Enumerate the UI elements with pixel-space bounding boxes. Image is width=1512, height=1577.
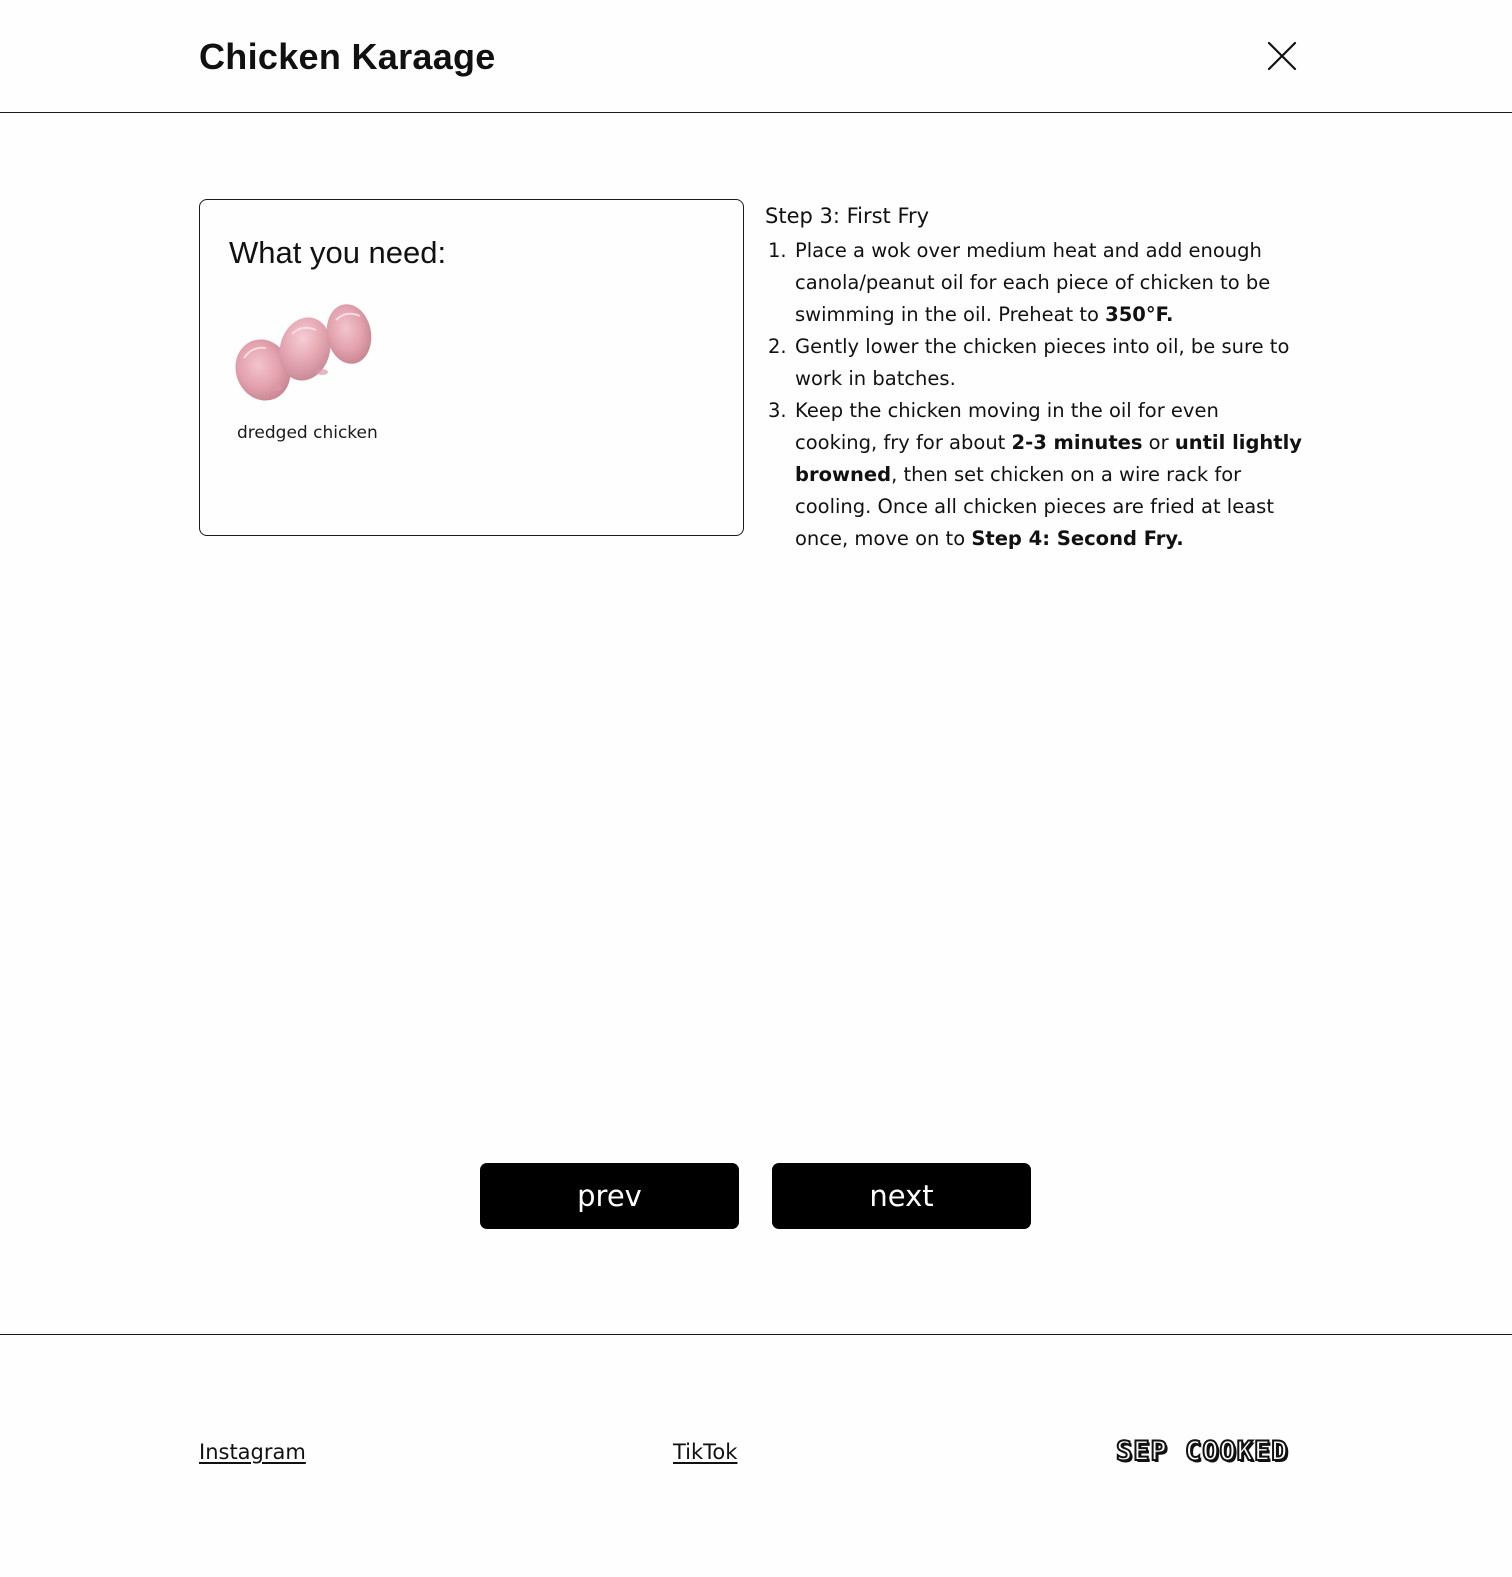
instagram-link[interactable]: Instagram — [199, 1440, 306, 1464]
instruction-text: Gently lower the chicken pieces into oil, be sure to work in batches. — [795, 335, 1290, 390]
step-title: Step 3: First Fry — [765, 204, 930, 228]
ingredient-label: dredged chicken — [237, 423, 378, 443]
instruction-emphasis: 2-3 minutes — [1011, 431, 1143, 454]
instruction-text: or — [1142, 431, 1175, 454]
page-header — [0, 0, 1512, 113]
close-icon — [1266, 40, 1298, 72]
step-instructions — [765, 199, 1305, 555]
instruction-emphasis: until lightly browned — [795, 431, 1303, 486]
instruction-number: 3. — [768, 399, 787, 422]
instruction-text: Keep the chicken moving in the oil for even cooking, fry for about — [795, 399, 1219, 454]
instruction-text: Place a wok over medium heat and add enough canola/peanut oil for each piece of chicken to be swimming in the oil. Preheat to — [795, 239, 1271, 326]
page-footer — [0, 1334, 1512, 1577]
instruction-list — [765, 235, 1305, 555]
instruction-item — [765, 395, 1305, 555]
prev-button[interactable]: prev — [480, 1163, 739, 1229]
instruction-number: 2. — [768, 335, 787, 358]
instruction-item — [765, 331, 1305, 395]
next-button[interactable]: next — [772, 1163, 1031, 1229]
tiktok-link[interactable]: TikTok — [673, 1440, 738, 1464]
what-you-need-card — [199, 199, 744, 536]
brand-logo: SEP COOKED — [1116, 1436, 1289, 1467]
raw-chicken-image — [230, 298, 375, 408]
instruction-text: , then set chicken on a wire rack for cooling. Once all chicken pieces are fried at least once, move on to — [795, 463, 1274, 550]
instruction-item — [765, 235, 1305, 331]
ingredient-item — [230, 298, 380, 443]
close-button[interactable] — [1266, 40, 1298, 72]
instruction-emphasis: 350°F. — [1105, 303, 1174, 326]
page-title: Chicken Karaage — [199, 36, 496, 77]
instruction-number: 1. — [768, 239, 787, 262]
what-you-need-heading: What you need: — [229, 235, 447, 270]
instruction-emphasis: Step 4: Second Fry. — [971, 527, 1184, 550]
